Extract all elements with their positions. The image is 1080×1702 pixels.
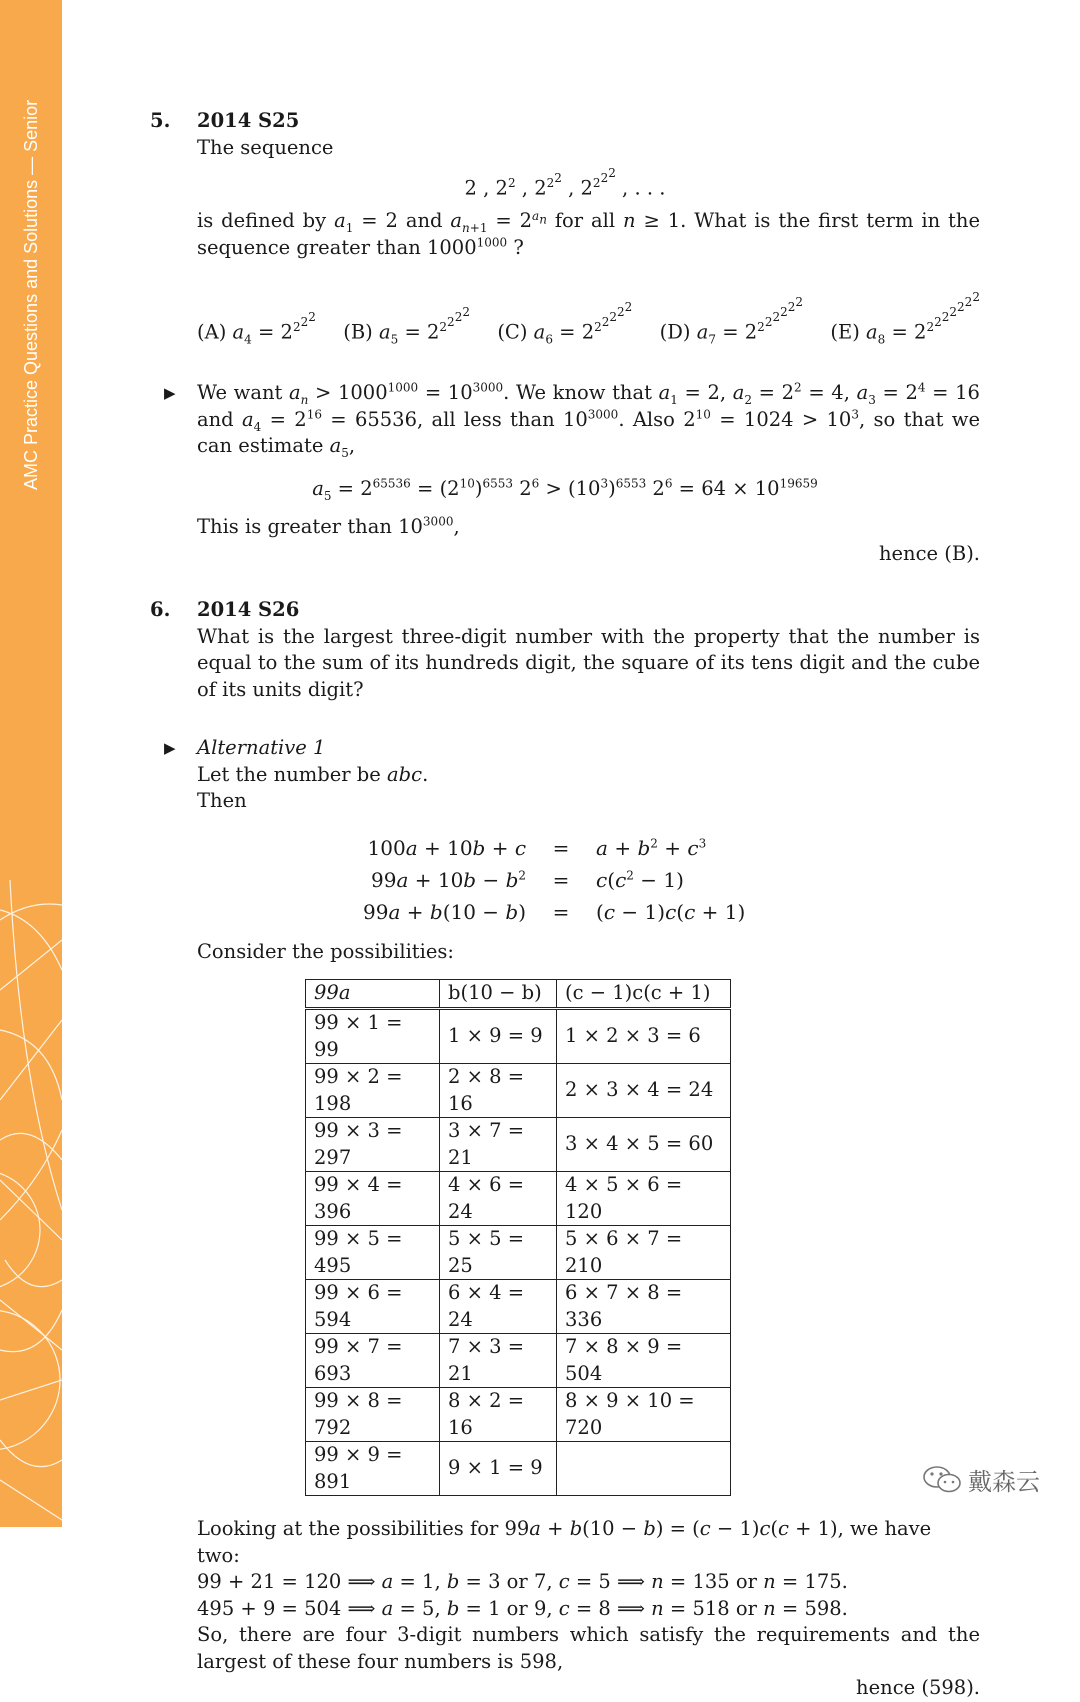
cell: 99 × 4 = 396 [306, 1172, 440, 1226]
q5-sequence: 2 , $2^2$ , $2^{2^2}$ , $2^{2^{2^2}}$ , . . . [464, 166, 666, 200]
cell: 2 × 8 = 16 [440, 1064, 557, 1118]
cell [557, 1442, 731, 1496]
q6-answer: hence (598). [856, 1676, 980, 1699]
q6-heading [150, 597, 980, 624]
q6-case1: 99 + 21 = 120 ⟹ a = 1, b = 3 or 7, c = 5 ⟹ n = 135 or n = 175. [197, 1570, 848, 1593]
cell: 4 × 5 × 6 = 120 [557, 1172, 731, 1226]
q6-code: 2014 S26 [197, 598, 300, 621]
q5-intro: The sequence [197, 135, 334, 159]
q5-choices [197, 290, 980, 347]
cell: 5 × 5 = 25 [440, 1226, 557, 1280]
cell: 6 × 7 × 8 = 336 [557, 1280, 731, 1334]
cell: 99 × 7 = 693 [306, 1334, 440, 1388]
sidebar-title: AMC Practice Questions and Solutions — Senior [21, 99, 41, 490]
possibilities-table [305, 979, 731, 1496]
q6-number: 6. [150, 598, 171, 621]
q5-answer: hence (B). [878, 541, 980, 565]
choice-b[interactable]: (B) $a_5 = 2^{2^{2^{2^2}}}$ [343, 305, 470, 347]
cell: 8 × 2 = 16 [440, 1388, 557, 1442]
cell: 1 × 9 = 9 [440, 1009, 557, 1064]
equation-row: 99a + b(10 − b) = (c − 1)c(c + 1) [363, 900, 746, 925]
q6-equations [353, 833, 980, 929]
q5-number: 5. [150, 109, 171, 132]
choice-c[interactable]: (C) $a_6 = 2^{2^{2^{2^{2^2}}}}$ [497, 300, 633, 347]
table-row [306, 1064, 731, 1118]
cell: 1 × 2 × 3 = 6 [557, 1009, 731, 1064]
q6-let: Let the number be abc. [197, 762, 429, 786]
cell: 3 × 7 = 21 [440, 1118, 557, 1172]
cell: 99 × 1 = 99 [306, 1009, 440, 1064]
cell: 99 × 8 = 792 [306, 1388, 440, 1442]
q5-conclusion: This is greater than $10^{3000}$, [197, 514, 460, 538]
choice-e[interactable]: (E) $a_8 = 2^{2^{2^{2^{2^{2^{2^2}}}}}}$ [830, 290, 980, 347]
header-99a: 99a [306, 980, 440, 1009]
page-content [150, 108, 980, 1702]
cell: 8 × 9 × 10 = 720 [557, 1388, 731, 1442]
q5-code: 2014 S25 [197, 109, 300, 132]
header-c: (c − 1)c(c + 1) [557, 980, 731, 1009]
cell: 7 × 3 = 21 [440, 1334, 557, 1388]
q6-question: What is the largest three-digit number with the property that the number is equal to the sum of its hundreds digit, the square of its tens digit and the cube of its units digit? [197, 624, 980, 701]
q6-alt-title: Alternative 1 [197, 736, 326, 759]
q6-looking: Looking at the possibilities for 99a + b(10 − b) = (c − 1)c(c + 1), we have two: [197, 1517, 932, 1567]
table-row [306, 1442, 731, 1496]
cell: 99 × 6 = 594 [306, 1280, 440, 1334]
cell: 7 × 8 × 9 = 504 [557, 1334, 731, 1388]
equation-row: 100a + 10b + c = $a + b^2 + c^3$ [367, 836, 707, 861]
table-header-row [306, 980, 731, 1009]
q5-solution: We want $a_n > 1000^{1000} = 10^{3000}$. We know that $a_1 = 2$, $a_2 = 2^2 = 4$, $a_3 = 2^4 = 16$ and $a_4 = 2^{16} = 65536$, all less than $10^{3000}$. Also $2^{10} = 1024 > 10^3$, so that we can estimate $a_5$, [197, 380, 980, 460]
wechat-icon [922, 1464, 964, 1496]
q6-consider: Consider the possibilities: [197, 939, 454, 963]
cell: 9 × 1 = 9 [440, 1442, 557, 1496]
q5-heading [150, 108, 980, 135]
cell: 99 × 3 = 297 [306, 1118, 440, 1172]
q6-case2: 495 + 9 = 504 ⟹ a = 5, b = 1 or 9, c = 8 ⟹ n = 518 or n = 598. [197, 1596, 848, 1620]
decorative-lines [0, 880, 62, 1527]
cell: 6 × 4 = 24 [440, 1280, 557, 1334]
table-row [306, 1172, 731, 1226]
cell: 99 × 9 = 891 [306, 1442, 440, 1496]
cell: 4 × 6 = 24 [440, 1172, 557, 1226]
cell: 99 × 5 = 495 [306, 1226, 440, 1280]
bullet-icon: ▶ [164, 739, 176, 757]
table-row [306, 1118, 731, 1172]
equation-row: $99a + 10b - b^2$ = $c(c^2 - 1)$ [370, 868, 684, 893]
table-row [306, 1388, 731, 1442]
watermark [922, 1462, 1040, 1497]
choice-d[interactable]: (D) $a_7 = 2^{2^{2^{2^{2^{2^2}}}}}$ [659, 295, 804, 347]
q6-then: Then [197, 789, 247, 812]
table-row [306, 1280, 731, 1334]
q5-estimate: $a_5 = 2^{65536} = (2^{10})^{6553}$ $2^6 > (10^3)^{6553}$ $2^6 = 64 \times 10^{19659}$ [312, 476, 818, 503]
sidebar [0, 0, 62, 1527]
q5-definition: is defined by $a_1 = 2$ and $a_{n+1} = 2^{a_n}$ for all n ≥ 1. What is the first term in the sequence greater than $1000^{1000}$ ? [197, 208, 980, 259]
bullet-icon: ▶ [164, 384, 176, 402]
table-row [306, 1334, 731, 1388]
table-row [306, 1226, 731, 1280]
table-row [306, 1009, 731, 1064]
q6-summary: So, there are four 3-digit numbers which satisfy the requirements and the largest of these four numbers is 598, [197, 1623, 980, 1673]
cell: 5 × 6 × 7 = 210 [557, 1226, 731, 1280]
header-b: b(10 − b) [440, 980, 557, 1009]
cell: 3 × 4 × 5 = 60 [557, 1118, 731, 1172]
choice-a[interactable]: (A) $a_4 = 2^{2^{2^2}}$ [197, 310, 316, 347]
cell: 99 × 2 = 198 [306, 1064, 440, 1118]
watermark-text: 戴森云 [968, 1468, 1040, 1496]
cell: 2 × 3 × 4 = 24 [557, 1064, 731, 1118]
